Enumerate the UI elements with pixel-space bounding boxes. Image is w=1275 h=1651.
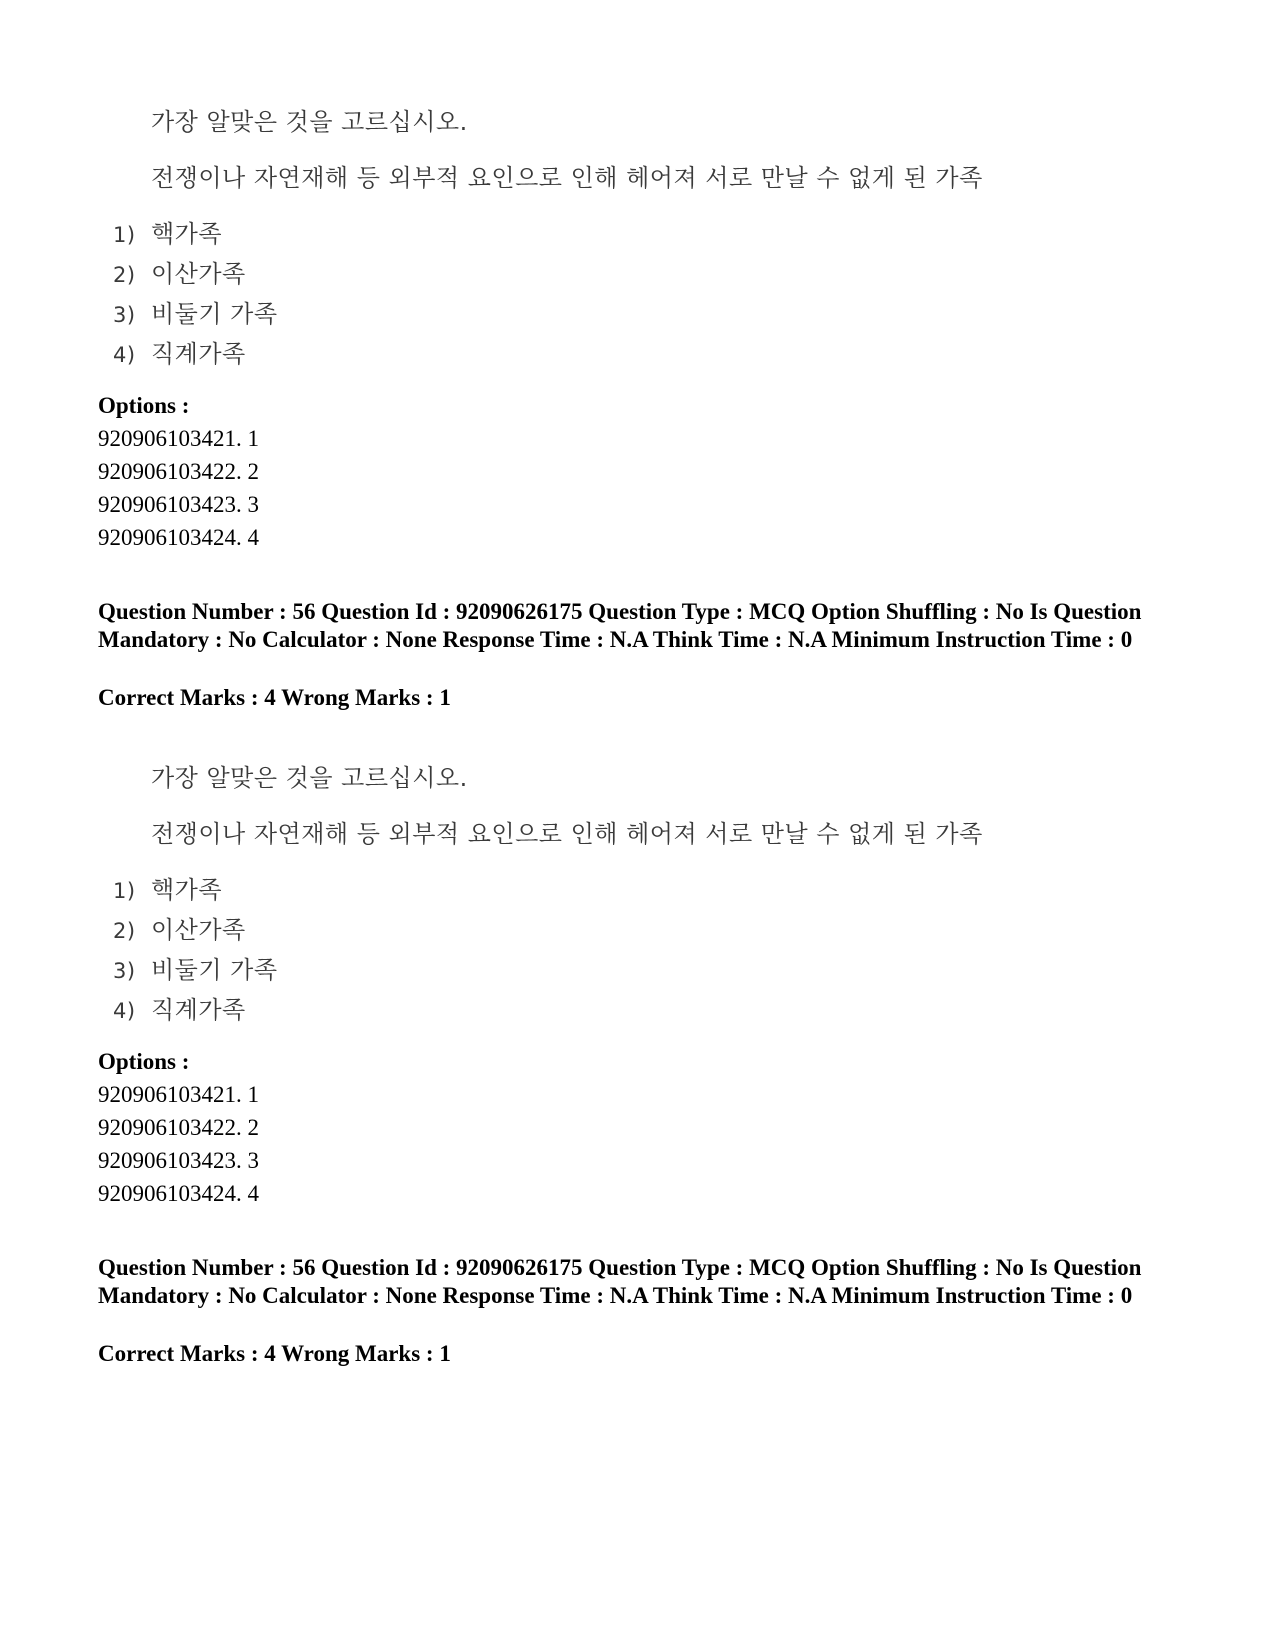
choice-number: 1) [113, 223, 136, 247]
option-line-1: 920906103421. 1 [98, 1082, 259, 1107]
marks-line: Correct Marks : 4 Wrong Marks : 1 [98, 1341, 451, 1366]
question-meta: Question Number : 56 Question Id : 92090626175 Question Type : MCQ Option Shuffling : No Is Question Mandatory : No Calculator : None Response Time : N.A Think Time : N.A Minimum Instruction Time : 0 [98, 599, 1142, 652]
choice-number: 4) [113, 999, 136, 1023]
marks-line: Correct Marks : 4 Wrong Marks : 1 [98, 685, 451, 710]
choice-text: 핵가족 [151, 220, 223, 248]
question-prompt: 전쟁이나 자연재해 등 외부적 요인으로 인해 헤어져 서로 만날 수 없게 된 가족 [151, 820, 983, 848]
option-line-3: 920906103423. 3 [98, 1148, 259, 1173]
choice-1 [113, 870, 222, 905]
choice-text: 직계가족 [151, 340, 246, 368]
choice-1 [113, 214, 222, 249]
choice-number: 1) [113, 879, 136, 903]
choice-text: 비둘기 가족 [151, 956, 278, 984]
option-line-2: 920906103422. 2 [98, 459, 259, 484]
choice-2 [113, 910, 246, 945]
option-line-4: 920906103424. 4 [98, 1181, 259, 1206]
option-line-3: 920906103423. 3 [98, 492, 259, 517]
question-instruction: 가장 알맞은 것을 고르십시오. [151, 108, 468, 136]
choice-3 [113, 950, 278, 985]
choice-text: 이산가족 [151, 916, 246, 944]
question-meta: Question Number : 56 Question Id : 92090626175 Question Type : MCQ Option Shuffling : No Is Question Mandatory : No Calculator : None Response Time : N.A Think Time : N.A Minimum Instruction Time : 0 [98, 1255, 1142, 1308]
choice-text: 핵가족 [151, 876, 223, 904]
option-line-4: 920906103424. 4 [98, 525, 259, 550]
question-prompt: 전쟁이나 자연재해 등 외부적 요인으로 인해 헤어져 서로 만날 수 없게 된 가족 [151, 164, 983, 192]
options-label: Options : [98, 393, 190, 418]
question-instruction: 가장 알맞은 것을 고르십시오. [151, 764, 468, 792]
choice-3 [113, 294, 278, 329]
choice-4 [113, 334, 246, 369]
choice-number: 2) [113, 263, 136, 287]
option-line-2: 920906103422. 2 [98, 1115, 259, 1140]
choice-number: 3) [113, 959, 136, 983]
option-line-1: 920906103421. 1 [98, 426, 259, 451]
choice-text: 비둘기 가족 [151, 300, 278, 328]
choice-2 [113, 254, 246, 289]
choice-number: 4) [113, 343, 136, 367]
choice-text: 직계가족 [151, 996, 246, 1024]
choice-number: 2) [113, 919, 136, 943]
choice-4 [113, 990, 246, 1025]
choice-text: 이산가족 [151, 260, 246, 288]
options-label: Options : [98, 1049, 190, 1074]
choice-number: 3) [113, 303, 136, 327]
